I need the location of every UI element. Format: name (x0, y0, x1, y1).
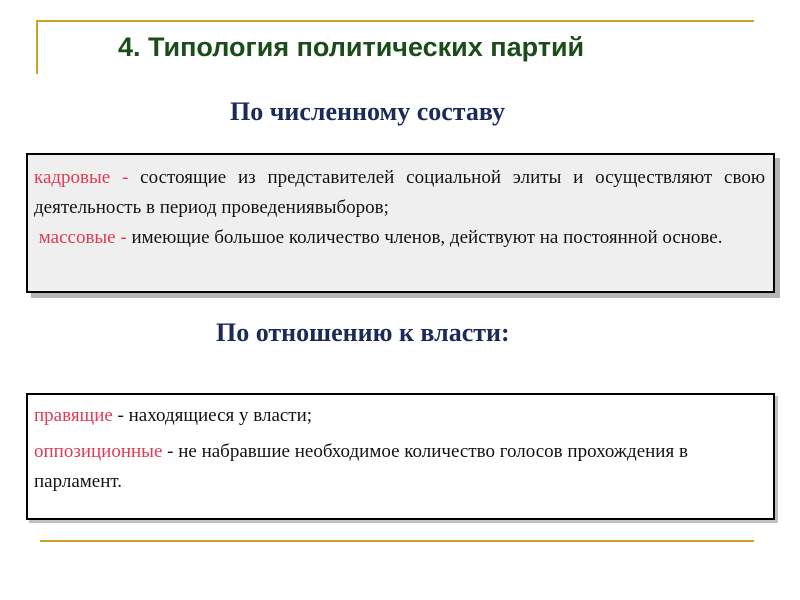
section1-heading: По численному составу (230, 97, 506, 126)
term-label: правящие (34, 405, 113, 426)
term-definition: состоящие из представителей социальной элиты и осуществляют свою деятельность в период проведениявыборов; (34, 167, 766, 218)
top-accent-line (36, 20, 754, 22)
bottom-accent-line (40, 540, 754, 542)
list-item (34, 163, 765, 223)
slide-title: 4. Типология политических партий (118, 32, 585, 62)
section2-heading: По отношению к власти: (216, 318, 510, 347)
term-label: кадровые (34, 167, 111, 188)
list-item (34, 401, 765, 431)
term-label: оппозиционные (34, 441, 163, 462)
section1-box (26, 153, 775, 293)
list-item (34, 437, 765, 497)
term-separator: - (115, 227, 132, 248)
term-label: массовые (38, 227, 116, 248)
left-accent-line (36, 20, 38, 74)
term-separator: - (110, 167, 141, 188)
section2-box (26, 393, 775, 520)
term-definition: имеющие большое количество членов, действуют на постоянной основе. (131, 227, 723, 248)
term-definition: - не набравшие необходимое количество голосов прохождения в парламент. (34, 441, 688, 492)
term-definition: - находящиеся у власти; (112, 405, 313, 426)
list-item (34, 223, 765, 253)
